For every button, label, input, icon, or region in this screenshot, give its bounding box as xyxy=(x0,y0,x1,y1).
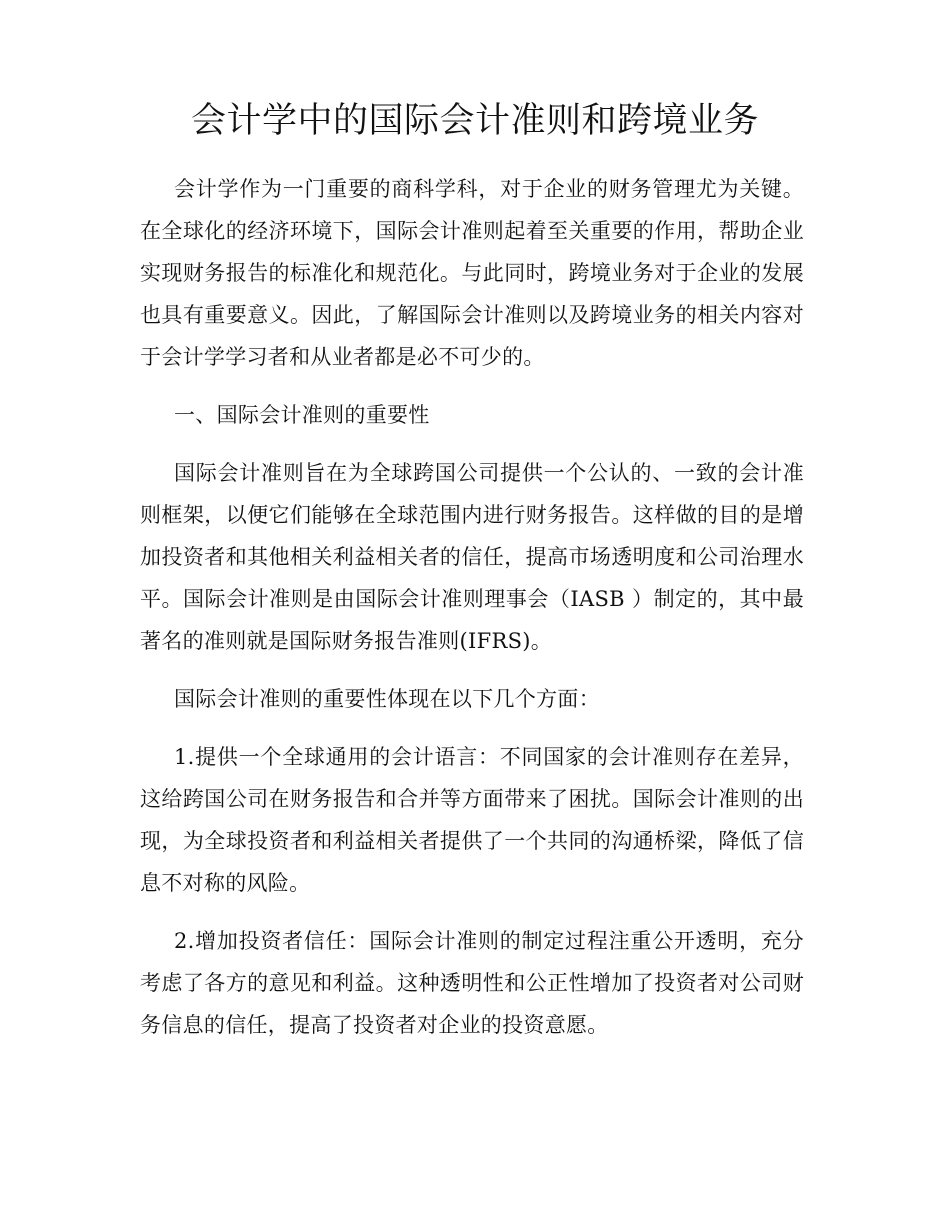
point-1-paragraph: 1.提供一个全球通用的会计语言：不同国家的会计准则存在差异，这给跨国公司在财务报告和合并等方面带来了困扰。国际会计准则的出现，为全球投资者和利益相关者提供了一个共同的沟通桥梁，降低了信息不对称的风险。 xyxy=(140,745,804,895)
document-title: 会计学中的国际会计准则和跨境业务 xyxy=(190,101,759,141)
importance-intro-paragraph: 国际会计准则的重要性体现在以下几个方面： xyxy=(174,687,600,711)
document-body xyxy=(140,168,804,1062)
point-2-paragraph: 2.增加投资者信任：国际会计准则的制定过程注重公开透明，充分考虑了各方的意见和利益。这种透明性和公正性增加了投资者对公司财务信息的信任，提高了投资者对企业的投资意愿。 xyxy=(140,929,804,1037)
ifrs-description-paragraph: 国际会计准则旨在为全球跨国公司提供一个公认的、一致的会计准则框架，以便它们能够在全球范围内进行财务报告。这样做的目的是增加投资者和其他相关利益相关者的信任，提高市场透明度和公司治理水平。国际会计准则是由国际会计准则理事会（IASB ）制定的，其中最著名的准则就是国际财务报告准则(IFRS)。 xyxy=(140,461,804,653)
intro-paragraph: 会计学作为一门重要的商科学科，对于企业的财务管理尤为关键。在全球化的经济环境下，国际会计准则起着至关重要的作用，帮助企业实现财务报告的标准化和规范化。与此同时，跨境业务对于企业的发展也具有重要意义。因此，了解国际会计准则以及跨境业务的相关内容对于会计学学习者和从业者都是必不可少的。 xyxy=(140,177,804,369)
section-heading-importance: 一、国际会计准则的重要性 xyxy=(174,403,430,427)
